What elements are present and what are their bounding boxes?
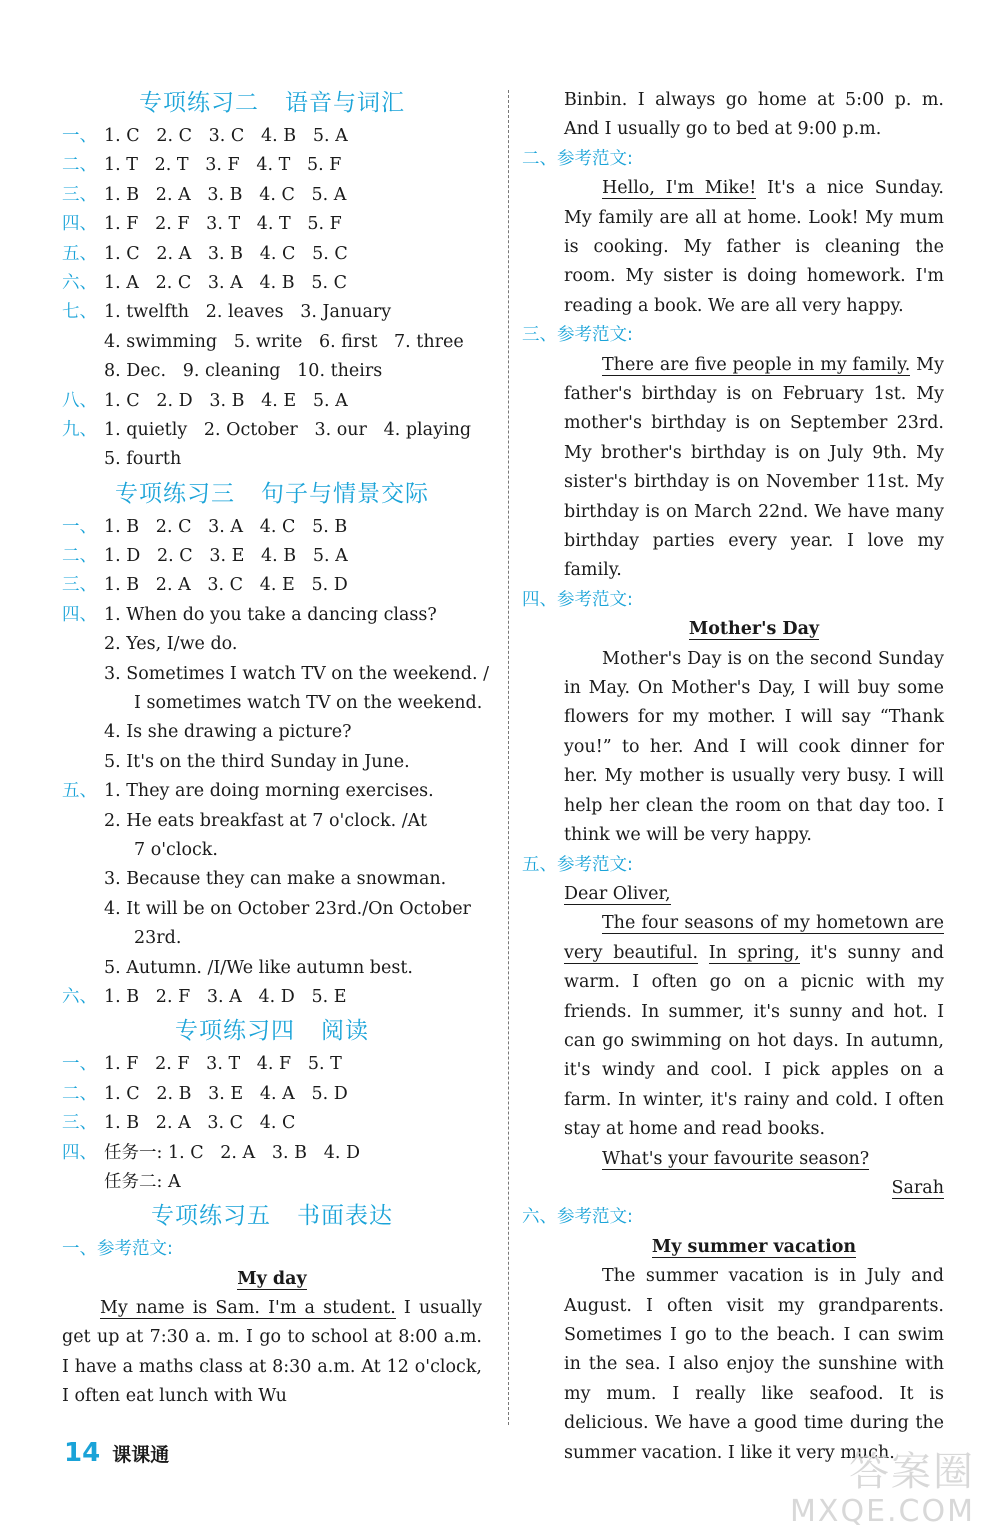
answer-line: [62, 718, 482, 747]
answer-text: 8. Dec. 9. cleaning 10. theirs: [104, 361, 383, 382]
answer-line: [62, 836, 482, 865]
answer-text: 1. C 2. C 3. C 4. B 5. A: [104, 126, 348, 146]
letter-closing: What's your favourite season?: [602, 1148, 870, 1169]
letter-greeting: Dear Oliver,: [564, 883, 671, 904]
answer-text: 1. They are doing morning exercises.: [104, 781, 434, 802]
answer-text: 任务二: A: [104, 1171, 181, 1192]
section-title-5: 专项练习五 书面表达: [151, 1203, 393, 1230]
answer-line: [62, 445, 482, 474]
answer-text: 1. B 2. C 3. A 4. C 5. B: [104, 516, 348, 537]
item-number: 四、: [62, 1142, 97, 1163]
essay-paragraph: There are five people in my family. My father's birthday is on February 1st. My mother's birthday is on September 23rd. My brother's birthday is on July 9th. My sister's birthday is on November 11st. My birthday is on March 22nd. We have many birthday parties every year. I love my family.: [564, 354, 944, 581]
answer-line: [62, 416, 482, 445]
essay-paragraph: Mother's Day is on the second Sunday in May. On Mother's Day, I will buy some flowers for my mother. I will say “Thank you!” to her. And I will cook dinner for her. My mother is usually very busy. I will help her clean the room on that day too. I think we will be very happy.: [564, 648, 944, 846]
answer-line: [62, 777, 482, 806]
answer-text: 5. fourth: [104, 449, 182, 470]
item-number: 八、: [62, 390, 97, 411]
answer-text: 1. D 2. C 3. E 4. B 5. A: [104, 546, 348, 567]
answer-line: [62, 210, 482, 239]
answer-line: [62, 983, 482, 1012]
watermark-logo: [790, 1449, 975, 1532]
answer-text: 1. C 2. B 3. E 4. A 5. D: [104, 1083, 348, 1104]
answer-text: 1. twelfth 2. leaves 3. January: [104, 302, 392, 323]
answer-text: 1. B 2. F 3. A 4. D 5. E: [104, 986, 347, 1007]
essay-paragraph: Hello, I'm Mike! It's a nice Sunday. My family are all at home. Look! My mum is cooking. My father is cleaning the room. My sister is doing homework. I'm reading a book. We are all very happy.: [564, 178, 944, 316]
answer-line: [62, 895, 482, 924]
answer-text: 1. C 2. D 3. B 4. E 5. A: [104, 390, 348, 411]
answer-line: [62, 630, 482, 659]
answer-line: [62, 1080, 482, 1109]
essay-continuation: Binbin. I always go home at 5:00 p. m. And I usually go to bed at 9:00 p.m.: [564, 90, 944, 140]
answer-text: 任务一: 1. C 2. A 3. B 4. D: [104, 1142, 360, 1163]
item-number: 一、: [62, 126, 97, 146]
item-number: 四、: [62, 604, 97, 625]
question-label: 二、参考范文:: [522, 148, 633, 169]
answer-line: [62, 660, 490, 689]
answer-line: [62, 748, 482, 777]
answer-text: 1. When do you take a dancing class?: [104, 604, 437, 625]
item-number: 六、: [62, 272, 97, 293]
question-label: 五、参考范文:: [522, 854, 633, 875]
answer-line: [62, 151, 482, 180]
item-number: 九、: [62, 419, 97, 440]
answer-text: 1. T 2. T 3. F 4. T 5. F: [104, 155, 342, 176]
answer-line: [62, 1139, 482, 1168]
column-divider: [508, 90, 509, 1425]
section-4-answers: [62, 1050, 482, 1197]
watermark-url: MXQE.COM: [790, 1494, 975, 1529]
answer-line: [62, 865, 482, 894]
item-number: 六、: [62, 986, 97, 1007]
answer-text: 3. Sometimes I watch TV on the weekend. /: [104, 663, 490, 684]
item-number: 三、: [62, 184, 97, 205]
answer-line: [62, 298, 482, 327]
answer-text: 1. B 2. A 3. C 4. E 5. D: [104, 575, 348, 596]
answer-text: 4. It will be on October 23rd./On October: [104, 898, 471, 919]
item-number: 七、: [62, 302, 97, 323]
question-label: 六、参考范文:: [522, 1207, 633, 1228]
item-number: 一、: [62, 516, 97, 537]
answer-line: [62, 181, 482, 210]
question-label: 四、参考范文:: [522, 589, 633, 610]
answer-line: [62, 122, 482, 151]
item-number: 三、: [62, 1113, 97, 1134]
essay-title: My summer vacation: [651, 1236, 857, 1257]
brand-name: 课课通: [112, 1444, 170, 1466]
question-label: 三、参考范文:: [522, 325, 633, 346]
answer-text: 3. Because they can make a snowman.: [104, 869, 447, 890]
item-number: 二、: [62, 546, 97, 567]
answer-line: [62, 571, 482, 600]
answer-text: 1. B 2. A 3. B 4. C 5. A: [104, 184, 347, 205]
item-number: 一、: [62, 1054, 97, 1075]
answer-text: 1. quietly 2. October 3. our 4. playing: [104, 419, 472, 440]
essay-paragraph: My name is Sam. I'm a student. I usually get up at 7:30 a. m. I go to school at 8:00 a.m. I have a maths class at 8:30 a.m. At 12 o'clock, I often eat lunch with Wu: [62, 1298, 483, 1407]
answer-line: [62, 240, 482, 269]
answer-line: [62, 807, 482, 836]
page-footer: [64, 1438, 169, 1468]
answer-line: [62, 542, 482, 571]
answer-line: [62, 269, 482, 298]
answer-line: [62, 357, 482, 386]
right-column: [522, 86, 944, 1468]
section-title-2: 专项练习二 语音与词汇: [139, 90, 405, 116]
item-number: 三、: [62, 575, 97, 596]
answer-text: 23rd.: [134, 928, 182, 949]
essay-paragraph: The four seasons of my hometown are very beautiful. In spring, it's sunny and warm. I often go on a picnic with my friends. In summer, it's sunny and hot. I can go swimming on hot days. In autumn, it's windy and cool. I pick apples on a farm. In winter, it's rainy and cold. I often stay at home and read books.: [564, 913, 944, 1140]
item-number: 二、: [62, 155, 97, 176]
left-column: [62, 84, 490, 1412]
answer-text: 4. Is she drawing a picture?: [104, 722, 352, 743]
answer-text: 1. A 2. C 3. A 4. B 5. C: [104, 272, 347, 293]
item-number: 五、: [62, 243, 97, 264]
answer-text: 4. swimming 5. write 6. first 7. three: [104, 331, 464, 352]
item-number: 五、: [62, 781, 97, 802]
answer-text: 1. B 2. A 3. C 4. C: [104, 1113, 296, 1134]
answer-line: [62, 1168, 482, 1197]
answer-text: 2. He eats breakfast at 7 o'clock. /At: [104, 810, 428, 831]
section-2-answers: [62, 122, 482, 475]
item-number: 四、: [62, 214, 97, 235]
answer-line: [62, 601, 482, 630]
section-title-4: 专项练习四 阅读: [175, 1018, 369, 1045]
essay-title: My day: [237, 1268, 307, 1289]
answer-line: [62, 328, 482, 357]
letter-signature: Sarah: [891, 1177, 944, 1198]
watermark-text: 答案圈: [849, 1449, 975, 1495]
answer-text: 7 o'clock.: [134, 839, 218, 860]
answer-line: [62, 1109, 482, 1138]
question-label: 一、参考范文:: [62, 1239, 173, 1260]
answer-line: [62, 1050, 482, 1079]
item-number: 二、: [62, 1083, 97, 1104]
answer-line: [62, 924, 482, 953]
answer-text: I sometimes watch TV on the weekend.: [134, 693, 483, 714]
section-title-3: 专项练习三 句子与情景交际: [115, 480, 429, 507]
answer-text: 1. C 2. A 3. B 4. C 5. C: [104, 243, 348, 264]
page-number: 14: [64, 1438, 101, 1468]
answer-line: [62, 689, 482, 718]
answer-text: 1. F 2. F 3. T 4. T 5. F: [104, 214, 342, 235]
answer-line: [62, 387, 482, 416]
answer-text: 2. Yes, I/we do.: [104, 634, 238, 655]
answer-line: [62, 513, 482, 542]
section-3-answers: [62, 513, 490, 1013]
answer-text: 1. F 2. F 3. T 4. F 5. T: [104, 1054, 342, 1075]
answer-text: 5. It's on the third Sunday in June.: [104, 751, 410, 772]
answer-line: [62, 954, 482, 983]
answer-text: 5. Autumn. /I/We like autumn best.: [104, 957, 413, 978]
essay-title: Mother's Day: [688, 619, 820, 640]
essay-paragraph: The summer vacation is in July and August. I often visit my grandparents. Sometimes I go to the beach. I can swim in the sea. I also enjoy the sunshine with my mum. I really like seafood. It is delicious. We have a good time during the summer vacation. I like it very much.: [564, 1266, 944, 1463]
